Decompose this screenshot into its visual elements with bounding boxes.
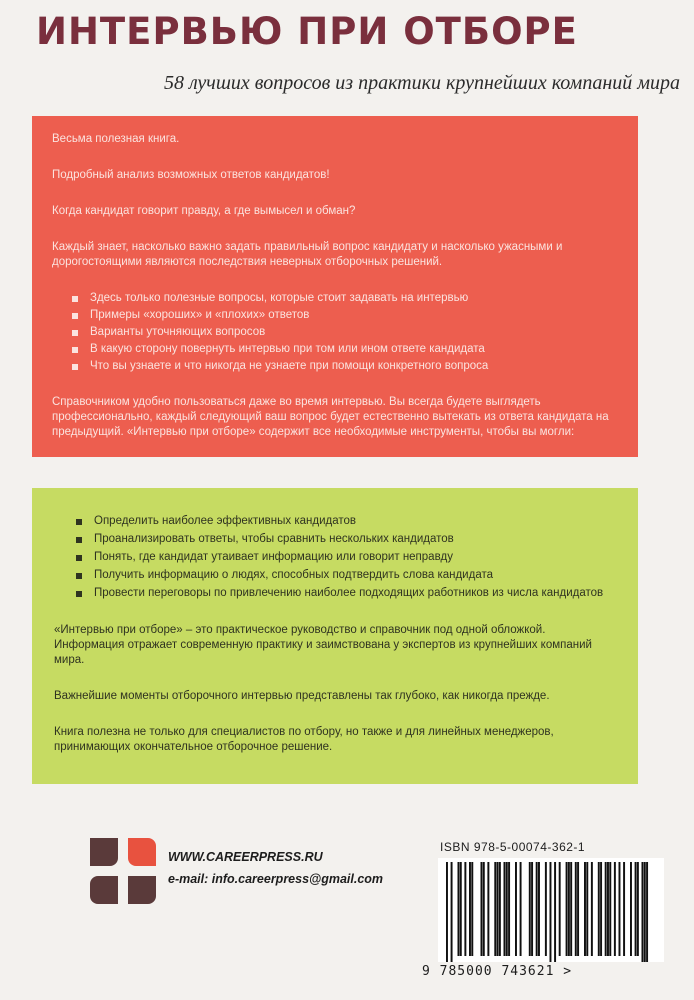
list-item: Провести переговоры по привлечению наиболее подходящих работников из числа кандидатов: [76, 586, 616, 601]
reference-paragraph: Справочником удобно пользоваться даже во время интервью. Вы всегда будете выглядеть профессионально, каждый следующий ваш вопрос будет естественно вытекать из ответа кандидата на предыдущий. «Интервью при отборе» содержит все необходимые инструменты, чтобы вы могли:: [52, 396, 609, 438]
barcode-bar: [538, 862, 540, 956]
intro-sentence: Весьма полезная книга.: [52, 133, 180, 145]
barcode-bar: [623, 862, 625, 956]
barcode-bar: [550, 862, 552, 962]
barcode-bar: [506, 862, 508, 956]
isbn-label: ISBN 978-5-00074-362-1: [440, 840, 586, 854]
barcode-bar: [598, 862, 600, 956]
features-list: [52, 291, 618, 374]
book-title: ИНТЕРВЬЮ ПРИ ОТБОРЕ: [36, 10, 578, 53]
publisher-logo-icon: [88, 836, 158, 906]
barcode-bar: [591, 862, 593, 956]
barcode-bar: [630, 862, 632, 956]
barcode-bar: [494, 862, 496, 956]
barcode-bar: [644, 862, 646, 962]
contact-block: [168, 846, 383, 890]
barcode-bar: [609, 862, 611, 956]
barcode-bar: [469, 862, 471, 956]
barcode-bar: [497, 862, 499, 956]
barcode-bar: [570, 862, 572, 956]
barcode-bar: [559, 862, 561, 956]
barcode-digits: 9 785000 743621 >: [422, 964, 573, 979]
barcode-bar: [600, 862, 602, 956]
barcode-bar: [635, 862, 637, 956]
description-panel-green: [32, 488, 638, 784]
barcode-bar: [458, 862, 460, 956]
book-subtitle: 58 лучших вопросов из практики крупнейших компаний мира: [163, 72, 680, 94]
barcode-bar: [529, 862, 531, 956]
barcode-bar: [614, 862, 616, 956]
barcode-bar: [520, 862, 522, 956]
caps-line-2: Когда кандидат говорит правду, а где вымысел и обман?: [52, 205, 356, 217]
barcode-bar: [481, 862, 483, 956]
barcode-bar: [504, 862, 506, 956]
barcode-bar: [607, 862, 609, 956]
barcode-bar: [536, 862, 538, 956]
guide-paragraph: «Интервью при отборе» – это практическое руководство и справочник под одной обложкой. Информация отражает современную практику и заимствована у экспертов из крупнейших компаний мира.: [54, 624, 592, 666]
barcode-bar: [545, 862, 547, 956]
barcode-bar: [515, 862, 517, 956]
barcode-bar: [642, 862, 644, 962]
caps-line-1: Подробный анализ возможных ответов кандидатов!: [52, 169, 330, 181]
barcode-bar: [471, 862, 473, 956]
barcode-bar: [464, 862, 466, 956]
barcode-bar: [460, 862, 462, 956]
barcode-bar: [499, 862, 501, 956]
barcode-bar: [568, 862, 570, 956]
list-item: Получить информацию о людях, способных подтвердить слова кандидата: [76, 568, 616, 583]
list-item: Здесь только полезные вопросы, которые стоит задавать на интервью: [72, 291, 618, 306]
barcode-bar: [577, 862, 579, 956]
list-item: Что вы узнаете и что никогда не узнаете при помощи конкретного вопроса: [72, 359, 618, 374]
barcode-bar: [619, 862, 621, 956]
barcode-icon: [438, 858, 664, 962]
description-panel-red: [32, 116, 638, 457]
barcode-bar: [575, 862, 577, 956]
website-link[interactable]: WWW.CAREERPRESS.RU: [168, 850, 323, 864]
barcode-bar: [487, 862, 489, 956]
list-item: Определить наиболее эффективных кандидатов: [76, 514, 616, 529]
list-item: Понять, где кандидат утаивает информацию или говорит неправду: [76, 550, 616, 565]
list-item: Варианты уточняющих вопросов: [72, 325, 618, 340]
barcode-bar: [586, 862, 588, 956]
list-item: Проанализировать ответы, чтобы сравнить нескольких кандидатов: [76, 532, 616, 547]
list-item: В какую сторону повернуть интервью при том или ином ответе кандидата: [72, 342, 618, 357]
barcode-bar: [483, 862, 485, 956]
list-item: Примеры «хороших» и «плохих» ответов: [72, 308, 618, 323]
depth-paragraph: Важнейшие моменты отборочного интервью представлены так глубоко, как никогда прежде.: [54, 690, 550, 702]
barcode-bar: [451, 862, 453, 962]
email-link[interactable]: e-mail: info.careerpress@gmail.com: [168, 872, 384, 886]
barcode-bar: [646, 862, 648, 962]
barcode-bar: [446, 862, 448, 962]
barcode-bar: [584, 862, 586, 956]
goals-list: [54, 514, 616, 601]
barcode-bar: [637, 862, 639, 956]
audience-paragraph: Книга полезна не только для специалистов по отбору, но также и для линейных менеджеров, принимающих окончательное отборочное решение.: [54, 726, 554, 753]
barcode-bar: [566, 862, 568, 956]
barcode-bar: [554, 862, 556, 962]
barcode-bar: [508, 862, 510, 956]
description-paragraph: Каждый знает, насколько важно задать правильный вопрос кандидату и насколько ужасными и дорогостоящими являются последствия неверных отборочных решений.: [52, 241, 563, 268]
barcode-bar: [531, 862, 533, 956]
barcode-bar: [605, 862, 607, 956]
